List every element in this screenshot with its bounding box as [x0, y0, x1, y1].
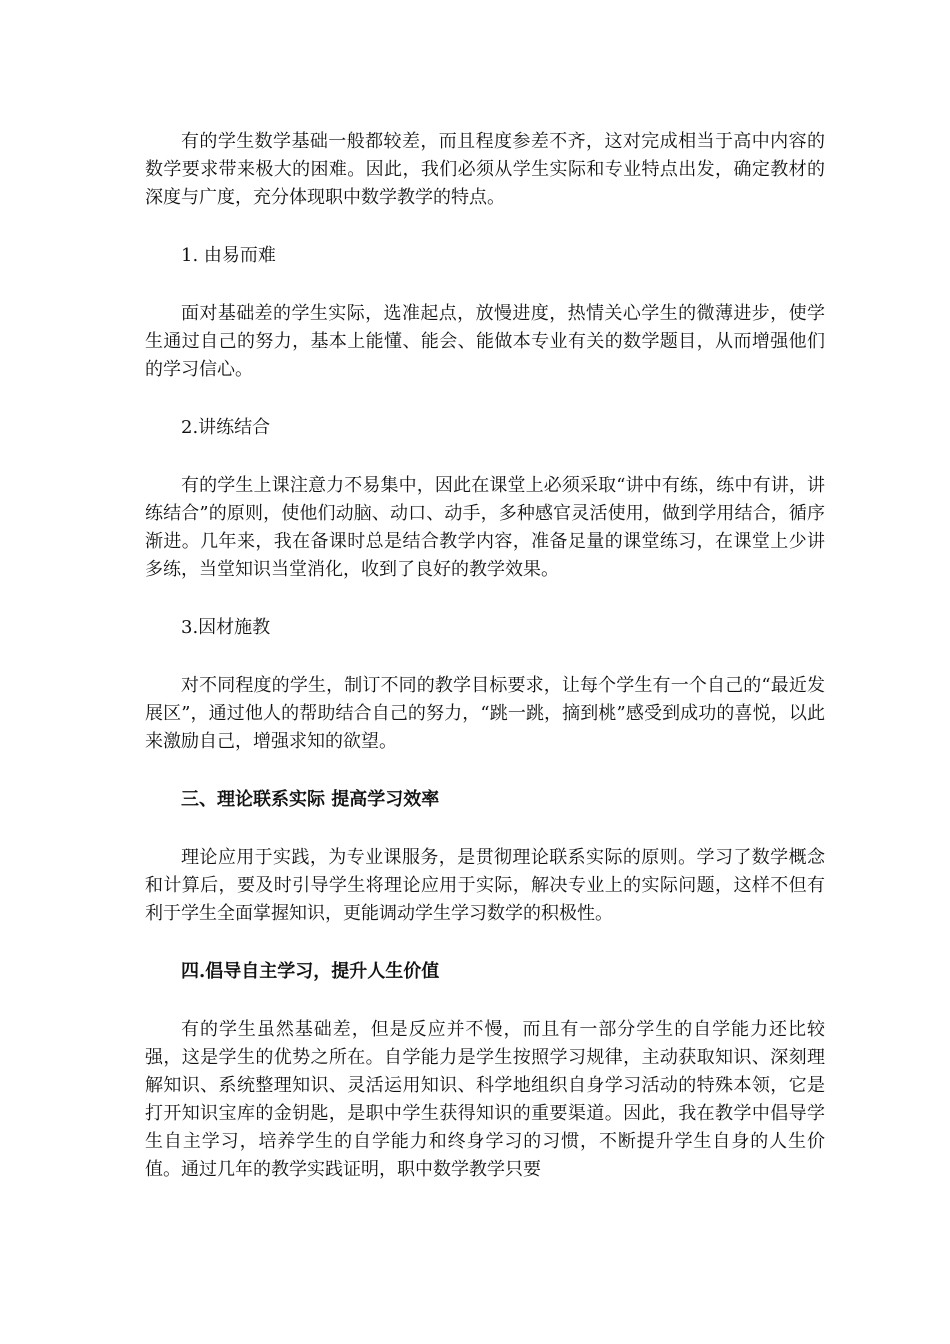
paragraph-intro: 有的学生数学基础一般都较差，而且程度参差不齐，这对完成相当于高中内容的数学要求带来极大的困难。因此，我们必须从学生实际和专业特点出发，确定教材的深度与广度，充分体现职中数学教学的特点。 — [145, 131, 825, 208]
subheading-individualized: 3.因材施教 — [181, 617, 271, 638]
subheading-lecture-practice: 2.讲练结合 — [181, 417, 271, 438]
section-heading-theory-practice: 三、理论联系实际 提高学习效率 — [181, 789, 440, 810]
paragraph-lecture-practice: 有的学生上课注意力不易集中，因此在课堂上必须采取“讲中有练，练中有讲，讲练结合”的原则，使他们动脑、动口、动手，多种感官灵活使用，做到学用结合，循序渐进。几年来，我在备课时总是结合教学内容，准备足量的课堂练习，在课堂上少讲多练，当堂知识当堂消化，收到了良好的教学效果。 — [145, 475, 825, 580]
paragraph-individualized: 对不同程度的学生，制订不同的教学目标要求，让每个学生有一个自己的“最近发展区”，通过他人的帮助结合自己的努力，“跳一跳，摘到桃”感受到成功的喜悦，以此来激励自己，增强求知的欲望。 — [145, 675, 825, 752]
paragraph-easy-to-hard: 面对基础差的学生实际，选准起点，放慢进度，热情关心学生的微薄进步，使学生通过自己的努力，基本上能懂、能会、能做本专业有关的数学题目，从而增强他们的学习信心。 — [145, 303, 825, 380]
paragraph-self-learning: 有的学生虽然基础差，但是反应并不慢，而且有一部分学生的自学能力还比较强，这是学生的优势之所在。自学能力是学生按照学习规律，主动获取知识、深刻理解知识、系统整理知识、灵活运用知识、科学地组织自身学习活动的特殊本领，它是打开知识宝库的金钥匙，是职中学生获得知识的重要渠道。因此，我在教学中倡导学生自主学习，培养学生的自学能力和终身学习的习惯，不断提升学生自身的人生价值。通过几年的教学实践证明，职中数学教学只要 — [145, 1019, 825, 1180]
paragraph-theory-practice: 理论应用于实践，为专业课服务，是贯彻理论联系实际的原则。学习了数学概念和计算后，要及时引导学生将理论应用于实际，解决专业上的实际问题，这样不但有利于学生全面掌握知识，更能调动学生学习数学的积极性。 — [145, 847, 825, 924]
section-heading-self-learning: 四.倡导自主学习，提升人生价值 — [181, 961, 440, 982]
document-page — [145, 128, 825, 1214]
subheading-easy-to-hard: 1. 由易而难 — [181, 245, 276, 266]
